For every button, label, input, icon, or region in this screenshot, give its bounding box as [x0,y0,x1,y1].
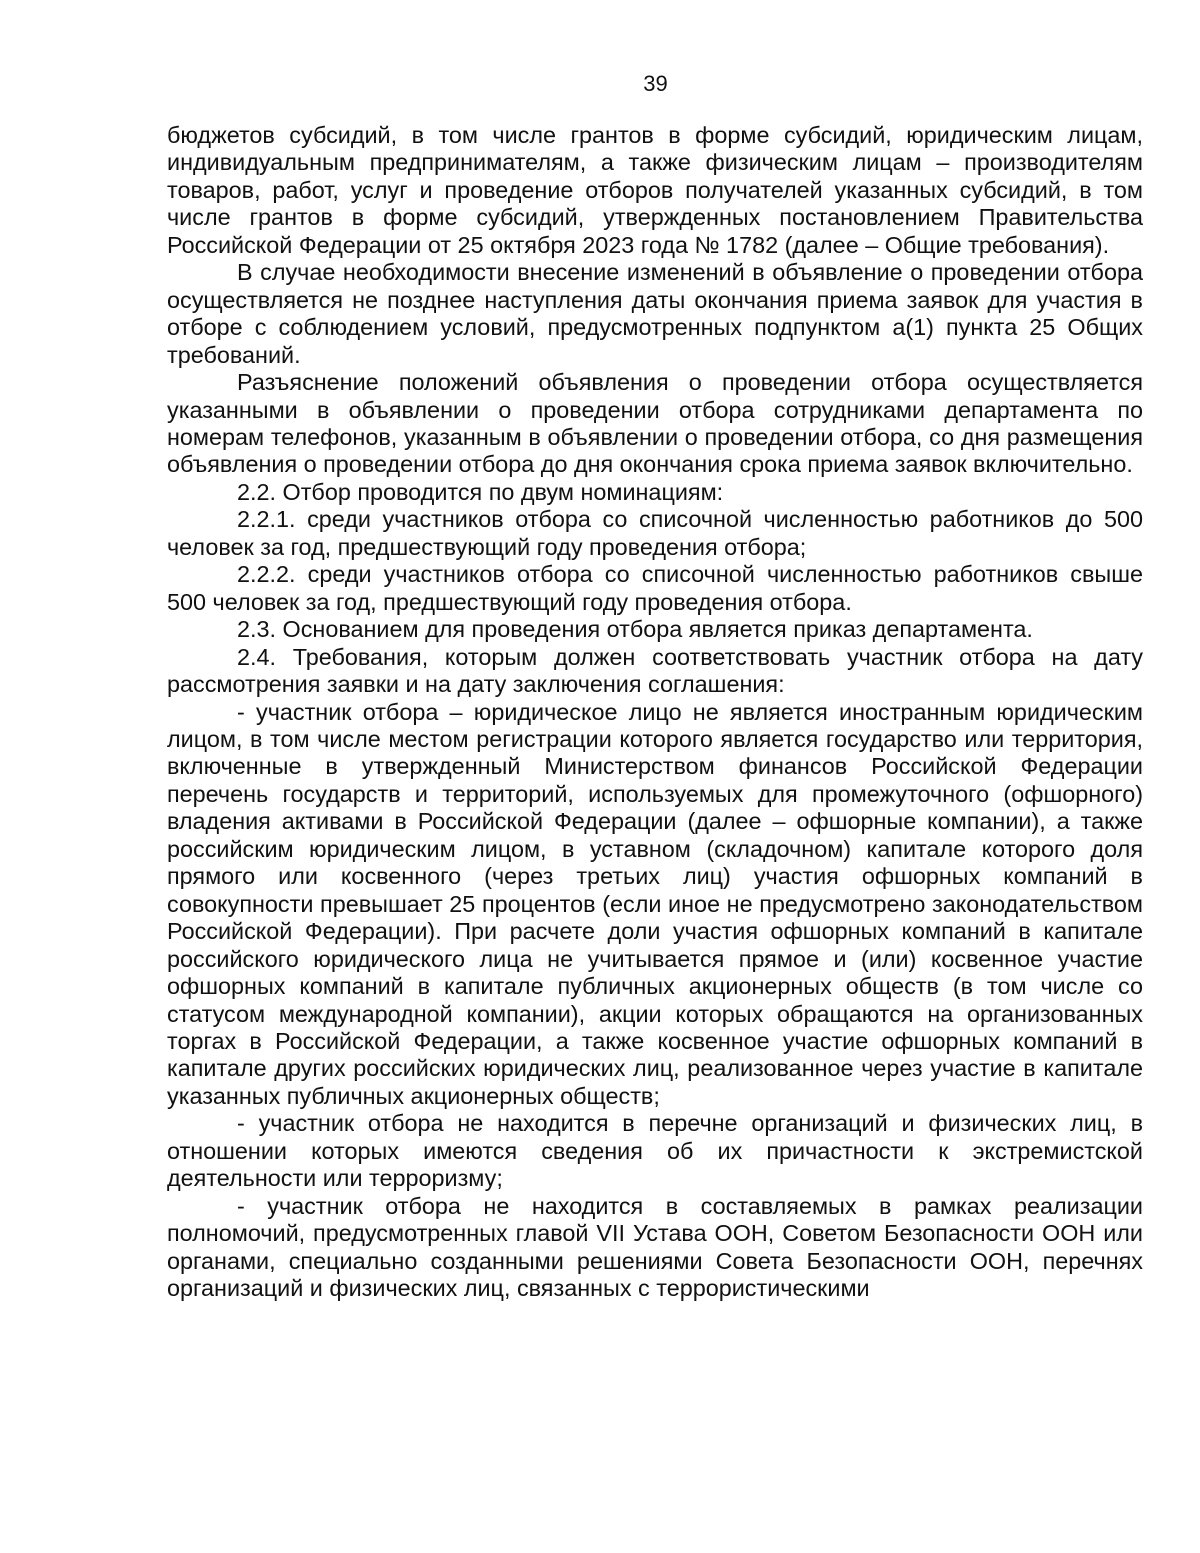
list-item-offshore-requirement: - участник отбора – юридическое лицо не является иностранным юридическим лицом, в том числе местом регистрации которого является государство или территория, включенные в утвержденный Министерством финансов Российской Федерации перечень государств и территорий, используемых для промежуточного (офшорного) владения активами в Российской Федерации (далее – офшорные компании), а также российским юридическим лицом, в уставном (складочном) капитале которого доля прямого или косвенного (через третьих лиц) участия офшорных компаний в совокупности превышает 25 процентов (если иное не предусмотрено законодательством Российской Федерации). При расчете доли участия офшорных компаний в капитале российского юридического лица не учитывается прямое и (или) косвенное участие офшорных компаний в капитале публичных акционерных обществ (в том числе со статусом международной компании), акции которых обращаются на организованных торгах в Российской Федерации, а также косвенное участие офшорных компаний в капитале других российских юридических лиц, реализованное через участие в капитале указанных публичных акционерных обществ; [167,698,1143,1109]
paragraph-continuation-general-requirements: бюджетов субсидий, в том числе грантов в форме субсидий, юридическим лицам, индивидуальным предпринимателям, а также физическим лицам – производителям товаров, работ, услуг и проведение отборов получателей указанных субсидий, в том числе грантов в форме субсидий, утвержденных постановлением Правительства Российской Федерации от 25 октября 2023 года № 1782 (далее – Общие требования). [167,122,1143,258]
paragraph-2-2-1: 2.2.1. среди участников отбора со списочной численностью работников до 500 человек за год, предшествующий году проведения отбора; [167,506,1143,560]
page-number: 39 [643,71,668,96]
paragraph-2-2-2: 2.2.2. среди участников отбора со списочной численностью работников свыше 500 человек за год, предшествующий году проведения отбора. [167,561,1143,615]
paragraph-2-3: 2.3. Основанием для проведения отбора является приказ департамента. [237,616,1033,643]
list-item-un-security-council-requirement: - участник отбора не находится в составляемых в рамках реализации полномочий, предусмотренных главой VII Устава ООН, Советом Безопасности ООН или органами, специально созданными решениями Совета Безопасности ООН, перечнях организаций и физических лиц, связанных с террористическими [167,1192,1143,1302]
paragraph-announcement-clarification: Разъяснение положений объявления о проведении отбора осуществляется указанными в объявлении о проведении отбора сотрудниками департамента по номерам телефонов, указанным в объявлении о проведении отбора, со дня размещения объявления о проведении отбора до дня окончания срока приема заявок включительно. [167,369,1143,478]
paragraph-2-4-requirements: 2.4. Требования, которым должен соответствовать участник отбора на дату рассмотрения заявки и на дату заключения соглашения: [167,643,1143,698]
document-body [167,122,1143,1302]
paragraph-announcement-changes: В случае необходимости внесение изменений в объявление о проведении отбора осуществляется не позднее наступления даты окончания приема заявок для участия в отборе с соблюдением условий, предусмотренных подпунктом а(1) пункта 25 Общих требований. [167,259,1143,368]
paragraph-2-2-nominations: 2.2. Отбор проводится по двум номинациям: [237,478,724,505]
list-item-extremism-requirement: - участник отбора не находится в перечне организаций и физических лиц, в отношении которых имеются сведения об их причастности к экстремистской деятельности или терроризму; [167,1110,1143,1192]
